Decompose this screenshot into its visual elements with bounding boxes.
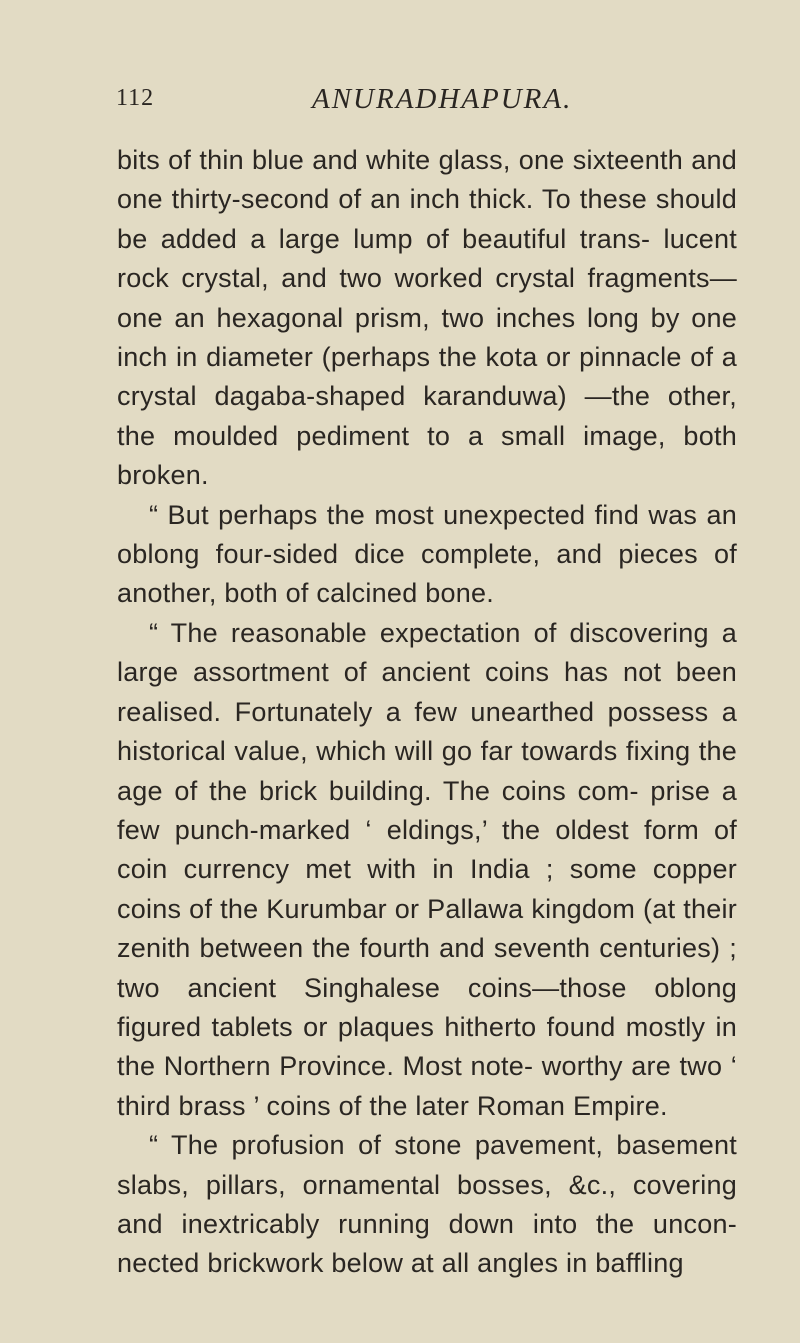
- paragraph-stone-pavement: “ The profusion of stone pavement, basement slabs, pillars, ornamental bosses, &c., covering and inextricably running down into the uncon- nected brickwork below at all angles in baffling: [117, 1130, 737, 1279]
- paragraph-coins: “ The reasonable expectation of discovering a large assortment of ancient coins has not been realised. Fortunately a few unearthed possess a historical value, which will go far towards fixing the age of the brick building. The coins com- prise a few punch-marked ‘ eldings,’ the oldest form of coin currency met with in India ; some copper coins of the Kurumbar or Pallawa kingdom (at their zenith between the fourth and seventh centuries) ; two ancient Singhalese coins—those oblong figured tablets or plaques hitherto found mostly in the Northern Province. Most note- worthy are two ‘ third brass ’ coins of the later Roman Empire.: [117, 617, 737, 1121]
- page-number: 112: [116, 85, 155, 111]
- body-text: [117, 141, 737, 1284]
- paragraph-dice-find: “ But perhaps the most unexpected find was an oblong four-sided dice complete, and pieces of another, both of calcined bone.: [117, 499, 737, 609]
- running-head: [0, 83, 800, 123]
- paragraph-continued: bits of thin blue and white glass, one sixteenth and one thirty-second of an inch thick. To these should be added a large lump of beautiful trans- lucent rock crystal, and two worked crystal fragments—one an hexagonal prism, two inches long by one inch in diameter (perhaps the kota or pinnacle of a crystal dagaba-shaped karanduwa) —the other, the moulded pediment to a small image, both broken.: [117, 145, 737, 491]
- running-title: ANURADHAPURA.: [312, 83, 573, 115]
